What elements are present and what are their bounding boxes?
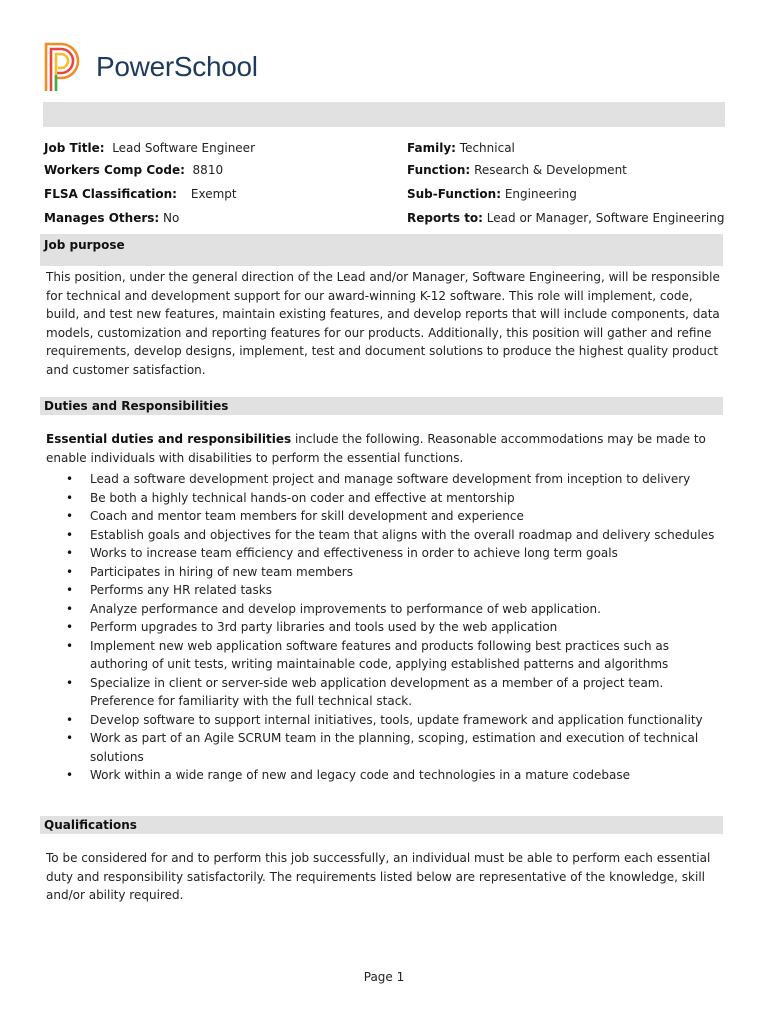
duties-heading: Duties and Responsibilities xyxy=(40,397,723,415)
duties-intro-rest: include the following. Reasonable accommodations may be made to enable individuals with disabilities to perform the essential functions. xyxy=(46,432,706,465)
flsa-field xyxy=(44,186,237,202)
duties-intro xyxy=(46,430,726,467)
list-item: • Work within a wide range of new and legacy code and technologies in a mature codebase xyxy=(46,766,726,785)
qualifications-heading: Qualifications xyxy=(40,816,723,834)
list-item: • Performs any HR related tasks xyxy=(46,581,726,600)
sub-function-label: Sub-Function: xyxy=(407,187,501,201)
brand-name: PowerSchool xyxy=(96,51,258,82)
family-label: Family: xyxy=(407,141,456,155)
family-value: Technical xyxy=(459,141,515,155)
list-item: • Works to increase team efficiency and effectiveness in order to achieve long term goals xyxy=(46,544,726,563)
job-purpose-heading: Job purpose xyxy=(40,234,723,266)
workers-comp-field xyxy=(44,162,223,178)
job-title-value: Lead Software Engineer xyxy=(112,141,256,155)
duties-list xyxy=(46,470,726,785)
reports-to-label: Reports to: xyxy=(407,211,483,225)
function-value: Research & Development xyxy=(474,163,627,177)
function-field xyxy=(407,162,627,178)
function-label: Function: xyxy=(407,163,471,177)
list-item: • Perform upgrades to 3rd party libraries and tools used by the web application xyxy=(46,618,726,637)
list-item: • Establish goals and objectives for the team that aligns with the overall roadmap and delivery schedules xyxy=(46,526,726,545)
list-item: • Specialize in client or server-side web application development as a member of a project team. Preference for familiarity with the full technical stack. xyxy=(46,674,726,711)
list-item: • Analyze performance and develop improvements to performance of web application. xyxy=(46,600,726,619)
powerschool-logo-icon xyxy=(43,41,83,93)
sub-function-field xyxy=(407,186,577,202)
job-purpose-text: This position, under the general direction of the Lead and/or Manager, Software Engineering, will be responsible for technical and development support for our award-winning K-12 software. This role will implement, code, build, and test new features, maintain existing features, and develop reports that will include components, data models, customization and reporting features for our products. Additionally, this position will gather and refine requirements, develop designs, implement, test and document solutions to produce the highest quality product and customer satisfaction. xyxy=(46,270,720,377)
list-item: • Implement new web application software features and products following best practices such as authoring of unit tests, writing maintainable code, applying established patterns and algorithms xyxy=(46,637,726,674)
job-title-label: Job Title: xyxy=(44,141,105,155)
sub-function-value: Engineering xyxy=(504,187,577,201)
list-item: • Lead a software development project and manage software development from inception to delivery xyxy=(46,470,726,489)
list-item: • Participates in hiring of new team members xyxy=(46,563,726,582)
powerschool-logo xyxy=(43,41,258,93)
qualifications-text: To be considered for and to perform this job successfully, an individual must be able to perform each essential duty and responsibility satisfactorily. The requirements listed below are representative of the knowledge, skill and/or ability required. xyxy=(46,851,711,902)
flsa-label: FLSA Classification: xyxy=(44,187,177,201)
manages-others-label: Manages Others: xyxy=(44,211,160,225)
list-item: • Develop software to support internal initiatives, tools, update framework and application functionality xyxy=(46,711,726,730)
header-divider-bar xyxy=(43,102,725,127)
family-field xyxy=(407,140,515,156)
workers-comp-value: 8810 xyxy=(192,163,224,177)
list-item: • Be both a highly technical hands-on coder and effective at mentorship xyxy=(46,489,726,508)
duties-intro-bold: Essential duties and responsibilities xyxy=(46,432,292,446)
workers-comp-label: Workers Comp Code: xyxy=(44,163,185,177)
manages-others-value: No xyxy=(163,211,180,225)
job-title-field xyxy=(44,140,255,156)
list-item: • Work as part of an Agile SCRUM team in the planning, scoping, estimation and execution of technical solutions xyxy=(46,729,726,766)
flsa-value: Exempt xyxy=(190,187,237,201)
reports-to-field xyxy=(407,210,724,226)
page-number: Page 1 xyxy=(363,970,405,984)
reports-to-value: Lead or Manager, Software Engineering xyxy=(486,211,725,225)
list-item: • Coach and mentor team members for skill development and experience xyxy=(46,507,726,526)
manages-others-field xyxy=(44,210,179,226)
